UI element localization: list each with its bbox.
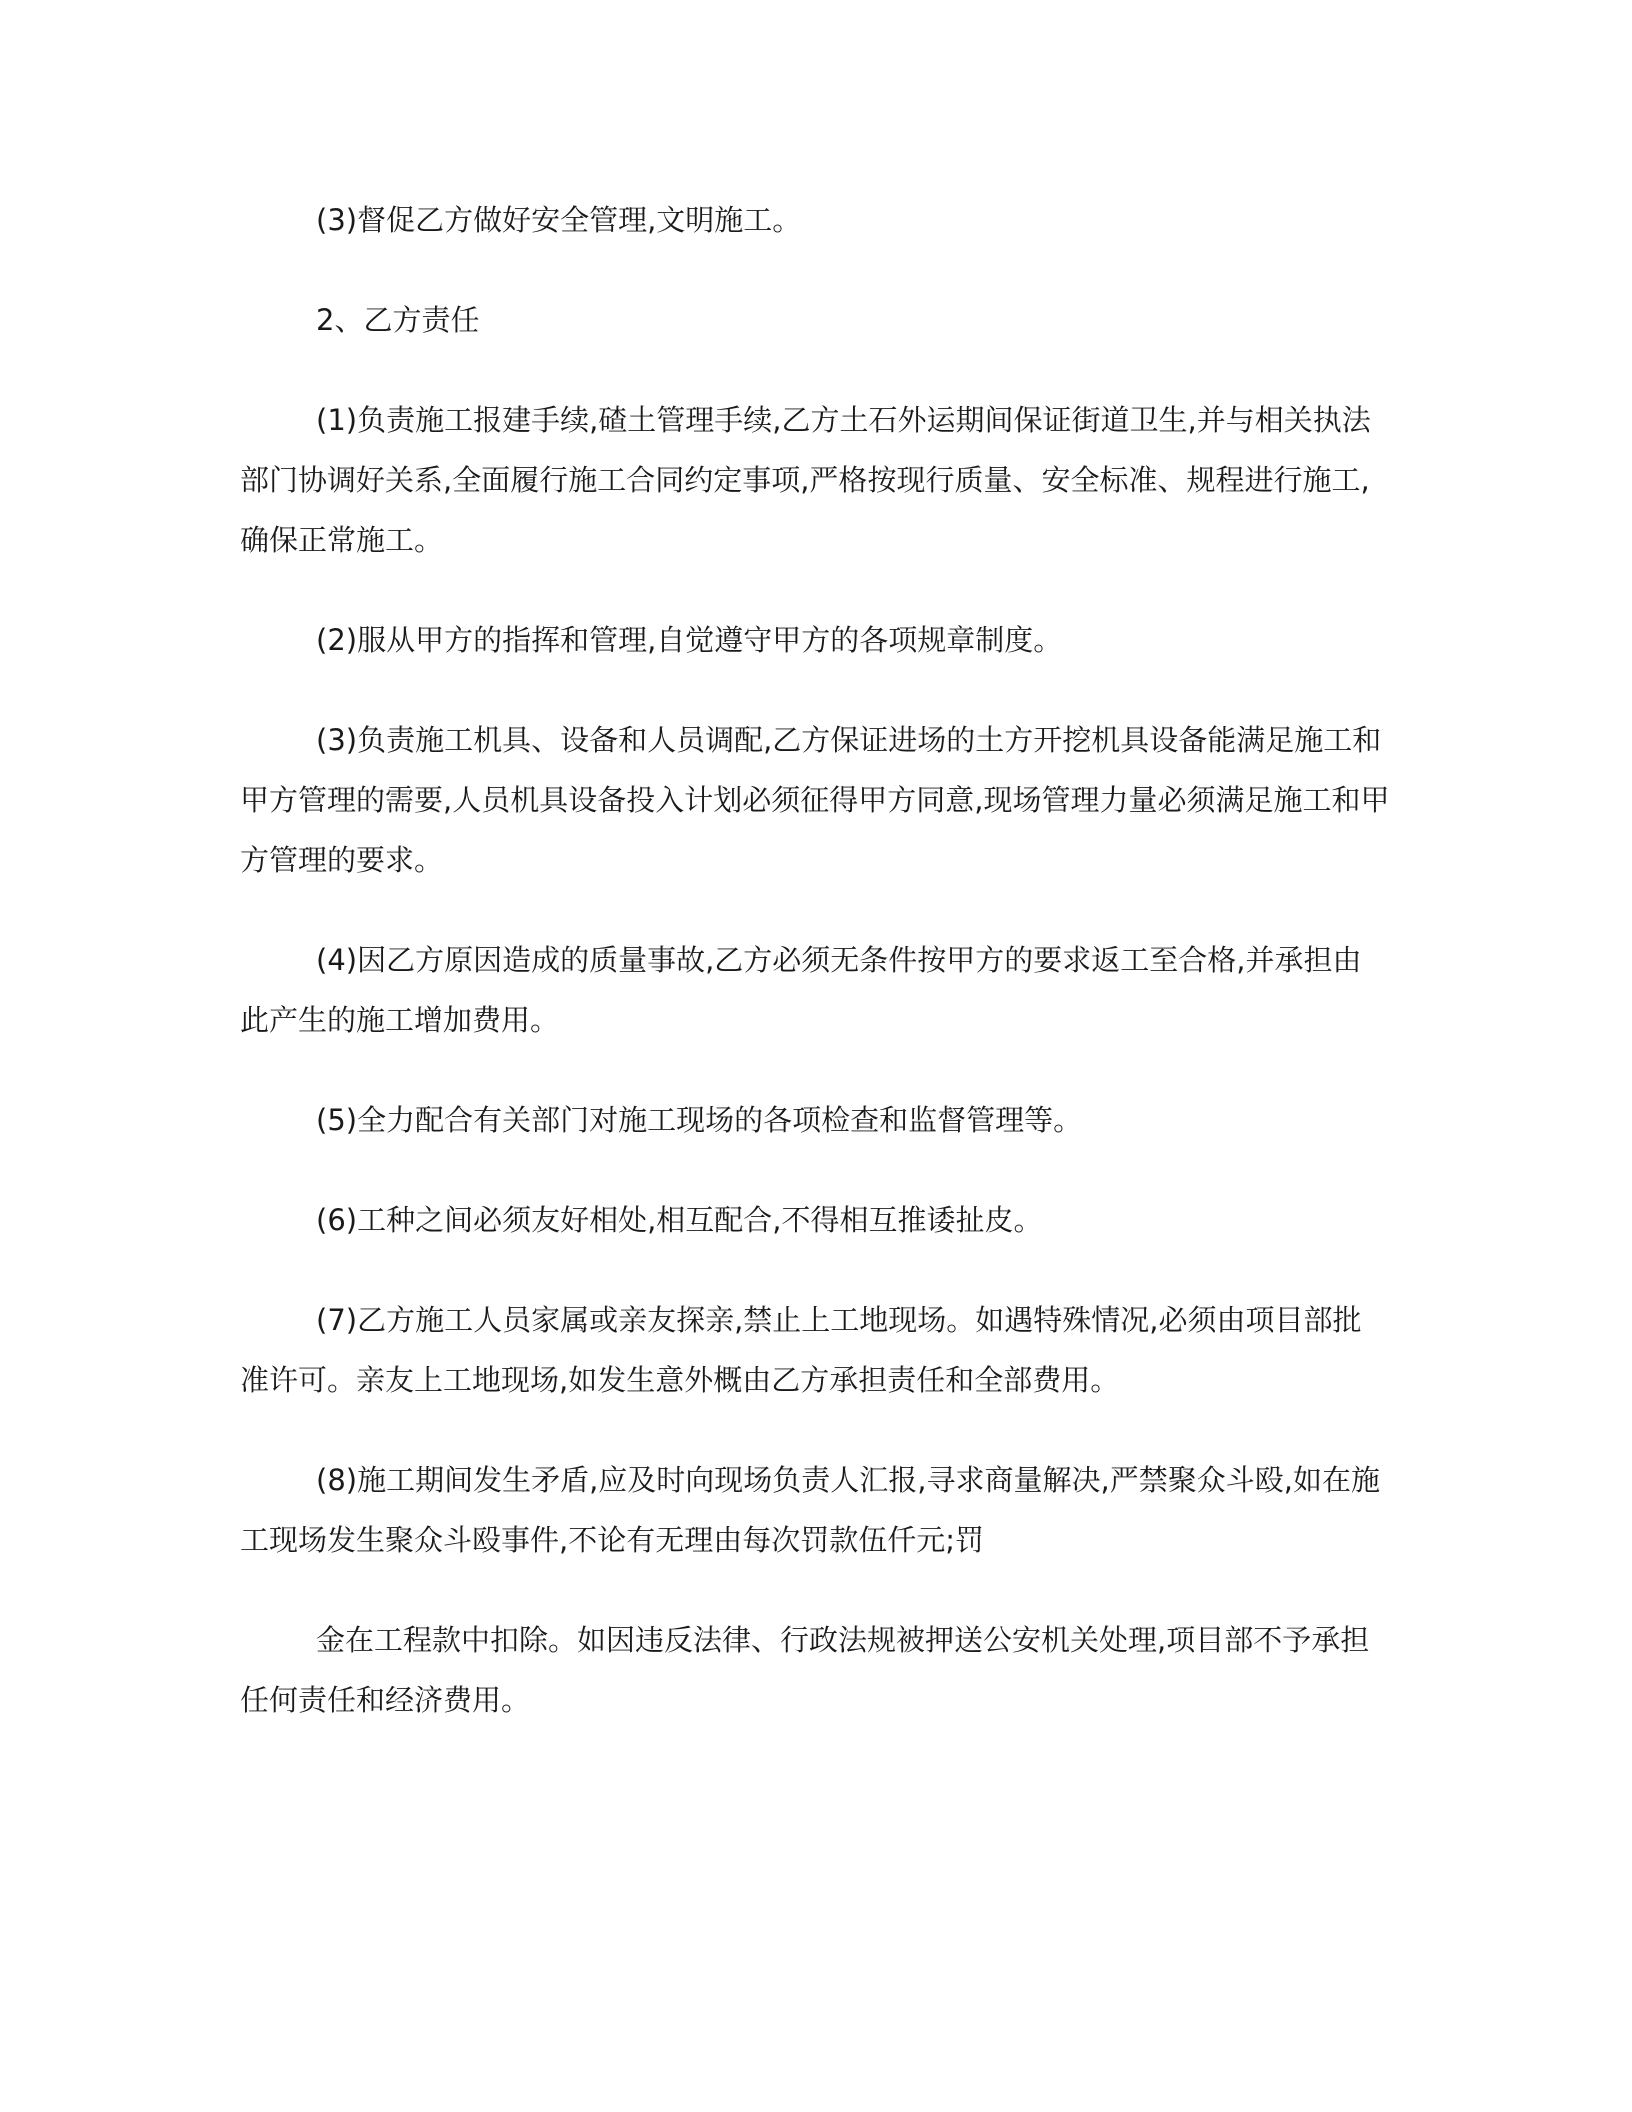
paragraph-party-b-duty-3: (3)负责施工机具、设备和人员调配,乙方保证进场的土方开挖机具设备能满足施工和甲方管理的需要,人员机具设备投入计划必须征得甲方同意,现场管理力量必须满足施工和甲方管理的要求。: [240, 723, 1390, 877]
paragraph-party-a-duty-3: (3)督促乙方做好安全管理,文明施工。: [316, 203, 802, 237]
paragraph-party-b-duty-4: (4)因乙方原因造成的质量事故,乙方必须无条件按甲方的要求返工至合格,并承担由此产生的施工增加费用。: [240, 943, 1362, 1037]
paragraph-party-b-duty-8: (8)施工期间发生矛盾,应及时向现场负责人汇报,寻求商量解决,严禁聚众斗殴,如在施工现场发生聚众斗殴事件,不论有无理由每次罚款伍仟元;罚: [240, 1463, 1380, 1557]
paragraph-party-b-duty-1: (1)负责施工报建手续,碴土管理手续,乙方土石外运期间保证街道卫生,并与相关执法部门协调好关系,全面履行施工合同约定事项,严格按现行质量、安全标准、规程进行施工,确保正常施工。: [240, 403, 1371, 557]
paragraph-party-b-duty-2: (2)服从甲方的指挥和管理,自觉遵守甲方的各项规章制度。: [316, 623, 1063, 657]
document-body: [240, 190, 1390, 1770]
paragraph-party-b-duty-5: (5)全力配合有关部门对施工现场的各项检查和监督管理等。: [316, 1103, 1083, 1137]
paragraph-party-b-duty-6: (6)工种之间必须友好相处,相互配合,不得相互推诿扯皮。: [316, 1203, 1043, 1237]
paragraph-party-b-duty-8-continued: 金在工程款中扣除。如因违反法律、行政法规被押送公安机关处理,项目部不予承担任何责任和经济费用。: [240, 1623, 1370, 1717]
paragraph-party-b-duty-7: (7)乙方施工人员家属或亲友探亲,禁止上工地现场。如遇特殊情况,必须由项目部批准许可。亲友上工地现场,如发生意外概由乙方承担责任和全部费用。: [240, 1303, 1362, 1397]
section-heading-party-b-responsibility: 2、乙方责任: [316, 303, 480, 337]
